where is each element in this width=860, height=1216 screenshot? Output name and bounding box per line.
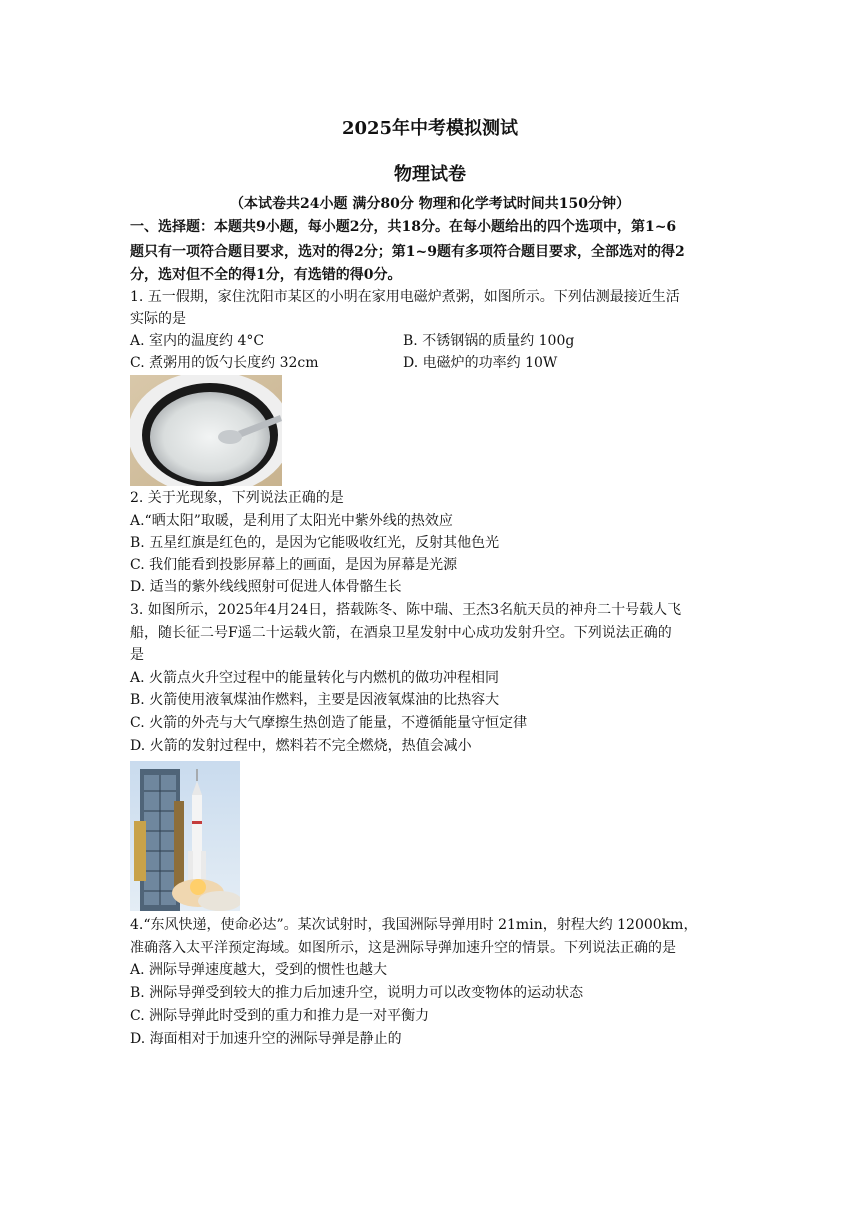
exam-info: （本试卷共24小题 满分80分 物理和化学考试时间共150分钟） [230, 196, 630, 212]
rocket-launch-image [130, 761, 240, 911]
q2-stem: 2. 关于光现象，下列说法正确的是 [130, 490, 344, 506]
rice-porridge-pot-image [130, 375, 282, 486]
q1-option-d: D. 电磁炉的功率约 10W [403, 355, 558, 371]
q1-option-b: B. 不锈钢锅的质量约 100g [403, 333, 575, 349]
section-instructions-line-1: 一、选择题：本题共9小题，每小题2分，共18分。在每小题给出的四个选项中，第1~6 [130, 219, 677, 235]
q3-stem-line-3: 是 [130, 647, 144, 663]
q3-option-a: A. 火箭点火升空过程中的能量转化与内燃机的做功冲程相同 [130, 670, 500, 686]
q4-option-a: A. 洲际导弹速度越大，受到的惯性也越大 [130, 962, 388, 978]
q1-stem-line-2: 实际的是 [130, 311, 186, 327]
q3-stem-line-2: 船，随长征二号F遥二十运载火箭，在酒泉卫星发射中心成功发射升空。下列说法正确的 [130, 625, 672, 641]
section-instructions-line-3: 分，选对但不全的得1分，有选错的得0分。 [130, 267, 402, 283]
q4-stem-line-1: 4.“东风快递，使命必达”。某次试射时，我国洲际导弹用时 21min，射程大约 12000km， [130, 917, 698, 933]
q2-option-d: D. 适当的紫外线线照射可促进人体骨骼生长 [130, 579, 402, 595]
q4-stem-line-2: 准确落入太平洋预定海域。如图所示，这是洲际导弹加速升空的情景。下列说法正确的是 [130, 940, 676, 956]
q3-option-c: C. 火箭的外壳与大气摩擦生热创造了能量，不遵循能量守恒定律 [130, 715, 528, 731]
q2-option-a: A.“晒太阳”取暖，是利用了太阳光中紫外线的热效应 [130, 513, 453, 529]
q3-stem-line-1: 3. 如图所示，2025年4月24日，搭载陈冬、陈中瑞、王杰3名航天员的神舟二十号载人飞 [130, 602, 682, 618]
q2-option-c: C. 我们能看到投影屏幕上的画面，是因为屏幕是光源 [130, 557, 458, 573]
q4-option-b: B. 洲际导弹受到较大的推力后加速升空，说明力可以改变物体的运动状态 [130, 985, 584, 1001]
exam-subtitle: 物理试卷 [394, 164, 466, 185]
section-instructions-line-2: 题只有一项符合题目要求，选对的得2分；第1~9题有多项符合题目要求，全部选对的得2 [130, 244, 685, 260]
q1-stem-line-1: 1. 五一假期，家住沈阳市某区的小明在家用电磁炉煮粥，如图所示。下列估测最接近生活 [130, 289, 680, 305]
exam-title: 2025年中考模拟测试 [341, 118, 519, 139]
q2-option-b: B. 五星红旗是红色的，是因为它能吸收红光，反射其他色光 [130, 535, 500, 551]
q4-option-c: C. 洲际导弹此时受到的重力和推力是一对平衡力 [130, 1008, 430, 1024]
q1-option-a: A. 室内的温度约 4°C [130, 333, 265, 349]
q4-option-d: D. 海面相对于加速升空的洲际导弹是静止的 [130, 1031, 402, 1047]
q3-option-b: B. 火箭使用液氧煤油作燃料，主要是因液氧煤油的比热容大 [130, 692, 500, 708]
q3-option-d: D. 火箭的发射过程中，燃料若不完全燃烧，热值会减小 [130, 738, 472, 754]
q1-option-c: C. 煮粥用的饭勺长度约 32cm [130, 355, 319, 371]
